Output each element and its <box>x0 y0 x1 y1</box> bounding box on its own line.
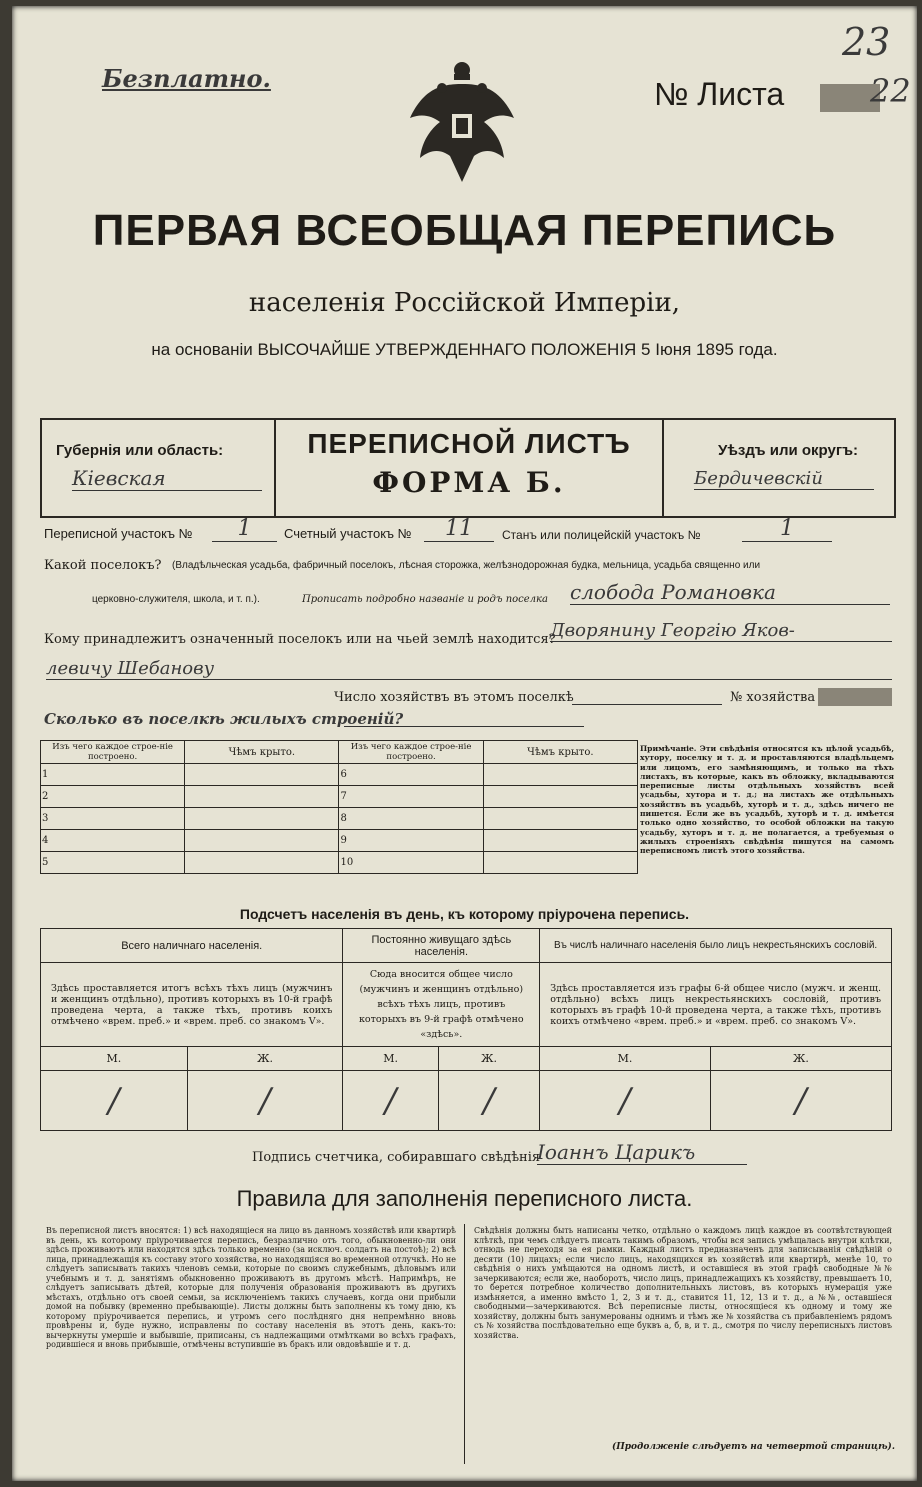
province-value: Кіевская <box>72 466 262 491</box>
row-number: 4 <box>41 830 185 852</box>
sheet-number-hand: 22 <box>870 72 911 110</box>
row-number: 1 <box>41 764 185 786</box>
form-header-box <box>40 418 896 518</box>
instruction-text: Сюда вносится общее число (мужчинъ и женщинъ отдѣльно) всѣхъ тѣхъ лицъ, противъ которыхъ въ 9-й графѣ отмѣчено «здѣсь». <box>343 963 540 1047</box>
table-cell <box>483 830 637 852</box>
table-cell <box>185 786 339 808</box>
households-field <box>572 704 722 705</box>
table-cell <box>483 852 637 874</box>
table-cell <box>483 808 637 830</box>
settlement-hint: (Владѣльческая усадьба, фабричный поселокъ, лѣсная сторожка, желѣзнодорожная будка, мельница, усадьба священно или <box>172 560 761 571</box>
column-header: Чѣмъ крыто. <box>185 741 339 764</box>
column-header: Постоянно живущаго здѣсь населенія. <box>343 929 540 963</box>
column-divider <box>464 1224 465 1464</box>
page-title: ПЕРВАЯ ВСЕОБЩАЯ ПЕРЕПИСЬ <box>92 206 837 255</box>
table-cell <box>185 852 339 874</box>
households-label: Число хозяйствъ въ этомъ поселкѣ <box>334 690 574 705</box>
owner-label: Кому принадлежитъ означенный поселокъ или на чьей землѣ находится? <box>44 632 556 647</box>
free-label: Безплатно. <box>102 64 271 93</box>
population-table <box>40 928 892 1131</box>
buildings-table <box>40 740 638 874</box>
column-header: Изъ чего каждое строе-ніе построено. <box>41 741 185 764</box>
household-number-label: № хозяйства <box>730 690 816 705</box>
instruction-text: Здѣсь проставляется итогъ всѣхъ тѣхъ лицъ (мужчинъ и женщинъ отдѣльно), противъ которыхъ въ 10-й графѣ проведена черта, а также тѣхъ, противъ коихъ отмѣчено «врем. преб.» и «врем. преб. со знакомъ V». <box>41 963 343 1047</box>
female-label: Ж. <box>438 1047 539 1071</box>
note-block <box>640 744 894 856</box>
form-name: ФОРМА Б. <box>372 466 566 499</box>
rules-left-column: Въ переписной листъ вносятся: 1) всѣ находящіеся на лицо въ данномъ хозяйствѣ или квартирѣ въ день, къ которому пріурочивается перепись, безразлично отъ того, обыкновенно-ли они здѣсь проживаютъ или находятся здѣсь только временно (за исключ. солдатъ на постоѣ); 2) всѣ лица, принадлежащія къ составу этого хозяйства, но находящіяся во временной отлучкѣ. Но не слѣдуетъ записывать такихъ членовъ семьи, которые по своимъ служебнымъ, дѣловымъ или учебнымъ и т. д. занятіямъ обыкновенно проживаютъ въ другомъ мѣстѣ. Напримѣръ, не слѣдуетъ записывать дѣтей, которые для полученія образованія проживаютъ въ другихъ мѣстахъ, отдѣльно отъ своей семьи, за исключеніемъ такихъ случаевъ, когда они прибыли домой на побывку (временно пребывающіе). Листы должны быть заполнены къ тому дню, къ которому пріурочивается перепись, и утромъ сего послѣдняго дня непремѣнно вновь провѣрены и, буде нужно, исправлены по составу населенія въ этотъ день, какъ-то: вычеркнуты умершіе и выбывшіе, приписаны, съ надлежащими отмѣтками во всѣхъ графахъ, родившіеся и вновь прибывшіе, отмѣчены вступившіе въ бракъ или овдовѣвшіе и т. д. <box>46 1226 456 1349</box>
signature-value: Іоаннъ Царикъ <box>537 1140 747 1165</box>
note-text: Эти свѣдѣнія относятся къ цѣлой усадьбѣ, хутору, поселку и т. д. и проставляются владѣльцемъ или лицомъ, его замѣняющимъ, и только на тѣхъ листахъ, въ которые, какъ въ обложку, вкладываются переписные листы отдѣльныхъ хозяйствъ всей усадьбы, хутора и т. д.; на листахъ же отдѣльныхъ хозяйствъ въ усадьбѣ, хуторѣ и т. д., здѣсь ничего не пишется. Если же въ усадьбѣ, хуторѣ и т. д. имѣется только одно хозяйство, то особой обложки на такую усадьбу, хуторъ и т. д. не полагается, а требуемыя о жилыхъ строеніяхъ свѣдѣнія пишутся на самомъ переписномъ листѣ этого хозяйства. <box>640 744 894 856</box>
count-area-label: Счетный участокъ № <box>284 526 412 541</box>
male-label: М. <box>540 1047 711 1071</box>
settlement-value: слобода Романовка <box>570 580 890 605</box>
redaction-stamp <box>818 688 892 706</box>
count-cell: / <box>41 1071 188 1131</box>
note-title: Примѣчаніе. <box>640 744 697 753</box>
rules-right-column: Свѣдѣнія должны быть написаны четко, отдѣльно о каждомъ лицѣ каждое въ соотвѣтствующей клѣткѣ, при чемъ слѣдуетъ писать такимъ образомъ, чтобы вся запись умѣщалась внутри клѣтки, отнюдь не переходя за ея рамки. Каждый листъ предназначенъ для записыванія свѣдѣній о десяти (10) лицахъ; если число лицъ, находящихся въ хозяйствѣ или квартирѣ, менѣе 10, то свѣдѣнія о нихъ умѣщаются на одномъ листѣ, и оставшіеся въ этой графѣ свободные №№ зачеркиваются; если же, наоборотъ, число лицъ, принадлежащихъ къ хозяйству, превышаетъ 10, то берется потребное количество дополнительныхъ листовъ, въ которыхъ нумерація уже измѣняется, а именно вмѣсто 1, 2, 3 и т. д., ставится 11, 12, 13 и т. д., а №№, оставшіеся свободными—зачеркиваются. Всѣ переписные листы, относящіеся къ одному и тому же хозяйству, должны быть занумерованы однимъ и тѣмъ же № хозяйства съ прибавленіемъ рядомъ съ № хозяйства послѣдовательно еще буквъ а, б, в, и т. д., смотря по числу переписныхъ листовъ хозяйства. <box>474 1226 892 1340</box>
table-cell <box>483 764 637 786</box>
instruction-text: Здѣсь проставляется изъ графы 6-й общее число (мужч. и женщ. отдѣльно) всѣхъ лицъ некрестьянскихъ сословій, противъ которыхъ въ графѣ 10-й проведена черта, а также тѣхъ, противъ коихъ отмѣчено «врем. преб.» и «врем. преб. со знакомъ V». <box>540 963 892 1047</box>
signature-label: Подпись счетчика, собиравшаго свѣдѣнія <box>252 1150 541 1165</box>
row-number: 5 <box>41 852 185 874</box>
column-header: Изъ чего каждое строе-ніе построено. <box>339 741 483 764</box>
table-cell <box>483 786 637 808</box>
count-cell: / <box>187 1071 343 1131</box>
count-cell: / <box>343 1071 438 1131</box>
buildings-field <box>344 726 584 727</box>
count-cell: / <box>710 1071 891 1131</box>
form-title: ПЕРЕПИСНОЙ ЛИСТЪ <box>307 428 631 459</box>
table-cell <box>185 830 339 852</box>
buildings-label: Сколько въ поселкѣ жилыхъ строеній? <box>44 710 404 728</box>
table-cell <box>185 808 339 830</box>
census-area-label: Переписной участокъ № <box>44 526 193 541</box>
station-label: Станъ или полицейскій участокъ № <box>502 528 701 542</box>
count-cell: / <box>540 1071 711 1131</box>
column-header: Всего наличнаго населенія. <box>41 929 343 963</box>
male-label: М. <box>41 1047 188 1071</box>
owner-value: Дворянину Георгію Яков- <box>550 620 892 642</box>
legal-basis: на основаніи ВЫСОЧАЙШЕ УТВЕРЖДЕННАГО ПОЛОЖЕНІЯ 5 Іюня 1895 года. <box>151 340 778 359</box>
row-number: 3 <box>41 808 185 830</box>
table-cell <box>185 764 339 786</box>
settlement-hint: Прописать подробно названіе и родъ поселка <box>302 594 548 605</box>
count-area-value: 11 <box>424 516 494 542</box>
column-header: Чѣмъ крыто. <box>483 741 637 764</box>
district-label: Уѣздъ или округъ: <box>718 442 859 459</box>
station-value: 1 <box>742 516 832 542</box>
row-number: 2 <box>41 786 185 808</box>
settlement-hint: церковно-служителя, школа, и т. п.). <box>92 594 260 605</box>
census-area-value: 1 <box>212 516 277 542</box>
census-sheet <box>12 6 917 1481</box>
owner-value: левичу Шебанову <box>46 658 892 680</box>
row-number: 9 <box>339 830 483 852</box>
row-number: 8 <box>339 808 483 830</box>
province-label: Губернія или область: <box>56 442 224 459</box>
female-label: Ж. <box>710 1047 891 1071</box>
settlement-label: Какой поселокъ? <box>44 558 162 573</box>
count-cell: / <box>438 1071 539 1131</box>
male-label: М. <box>343 1047 438 1071</box>
population-heading: Подсчетъ населенія въ день, къ которому пріурочена перепись. <box>239 906 690 922</box>
female-label: Ж. <box>187 1047 343 1071</box>
district-value: Бердичевскій <box>694 468 874 490</box>
continued-note: (Продолженіе слѣдуетъ на четвертой страницѣ). <box>612 1442 895 1452</box>
corner-page-number: 23 <box>842 20 891 64</box>
sheet-number-label: № Листа <box>654 76 785 112</box>
column-header: Въ числѣ наличнаго населенія было лицъ некрестьянскихъ сословій. <box>540 929 892 963</box>
rules-title: Правила для заполненія переписного листа. <box>236 1186 693 1211</box>
row-number: 6 <box>339 764 483 786</box>
row-number: 10 <box>339 852 483 874</box>
double-headed-eagle-icon <box>402 58 522 188</box>
row-number: 7 <box>339 786 483 808</box>
subtitle: населенія Россійской Имперіи, <box>248 288 681 318</box>
